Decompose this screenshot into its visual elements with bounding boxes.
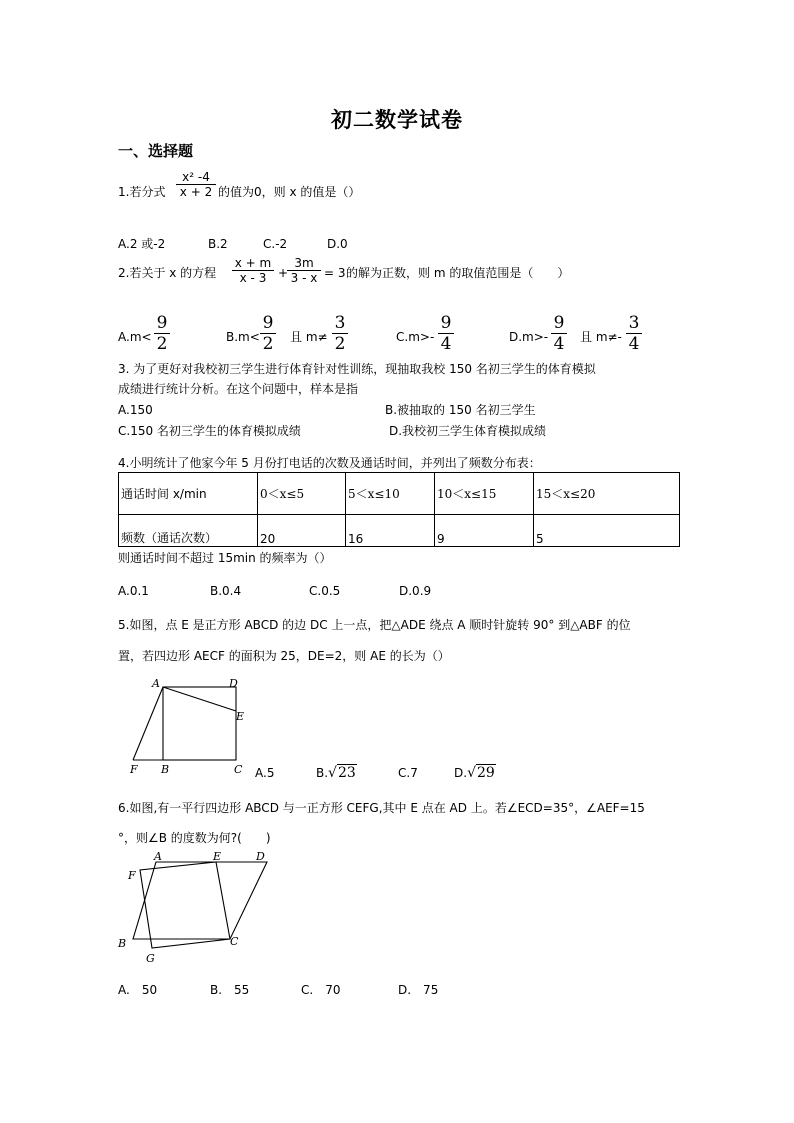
table-cell: 9 <box>435 515 534 547</box>
q2-option-a-num: 9 <box>156 313 168 333</box>
q2-option-d-fraction-2 <box>626 313 642 354</box>
table-row <box>119 515 680 547</box>
table-cell: 15＜x≤20 <box>534 473 680 515</box>
q5-label-e: E <box>236 710 245 723</box>
q6-label-c: C <box>230 935 239 948</box>
q2-option-c-num: 9 <box>440 313 452 333</box>
frequency-table <box>118 472 680 547</box>
q2-option-a-text: A.m< <box>118 330 152 344</box>
q2-option-b-den: 2 <box>262 334 274 354</box>
q5-option-c: C.7 <box>398 766 418 780</box>
q2-option-d-den2: 4 <box>628 334 640 354</box>
q4-question: 则通话时间不超过 15min 的频率为（） <box>118 551 332 565</box>
q3-option-a: A.150 <box>118 403 153 417</box>
q5-option-b-prefix: B. <box>316 766 329 780</box>
q2-option-b-num: 9 <box>262 313 274 333</box>
q5-option-d-radicand: 29 <box>476 765 495 781</box>
q5-option-b-radicand: 23 <box>337 765 356 781</box>
q6-parallelogram-diagram <box>116 848 276 968</box>
q6-option-d: D. 75 <box>398 983 439 997</box>
q5-line-1: 5.如图，点 E 是正方形 ABCD 的边 DC 上一点，把△ADE 绕点 A 顺时针旋转 90° 到△ABF 的位 <box>118 618 631 632</box>
q1-option-c: C.-2 <box>263 237 288 251</box>
q4-option-d: D.0.9 <box>399 584 432 598</box>
q4-intro: 4.小明统计了他家今年 5 月份打电话的次数及通话时间，并列出了频数分布表： <box>118 456 541 470</box>
q2-f1-denominator: x - 3 <box>239 271 267 285</box>
page-title: 初二数学试卷 <box>331 108 463 132</box>
q6-label-d: D <box>256 850 265 863</box>
q2-suffix: 的解为正数，则 m 的取值范围是（ ） <box>346 266 570 280</box>
q2-option-b-fraction-2 <box>332 313 348 354</box>
q2-option-b-den2: 2 <box>334 334 346 354</box>
q2-fraction-1 <box>232 256 274 285</box>
q2-fraction-2 <box>287 256 321 285</box>
q6-label-g: G <box>146 952 155 965</box>
q4-option-c: C.0.5 <box>309 584 341 598</box>
q2-option-d-fraction <box>551 313 567 354</box>
q6-label-b: B <box>118 937 127 950</box>
sqrt-symbol: √29 <box>467 765 495 781</box>
q2-f1-numerator: x + m <box>234 256 272 270</box>
q2-option-b-fraction <box>260 313 276 354</box>
q2-option-d-den: 4 <box>553 334 565 354</box>
q6-option-c: C. 70 <box>301 983 341 997</box>
q5-option-b <box>316 765 357 781</box>
q6-label-f: F <box>128 869 136 882</box>
q1-option-a: A.2 或-2 <box>118 237 166 251</box>
q2-option-d-num: 9 <box>553 313 565 333</box>
table-row <box>119 473 680 515</box>
q1-option-b: B.2 <box>208 237 228 251</box>
table-cell: 0＜x≤5 <box>258 473 346 515</box>
q2-option-c-fraction <box>438 313 454 354</box>
q3-line-2: 成绩进行统计分析。在这个问题中，样本是指 <box>118 382 359 396</box>
q5-label-b: B <box>161 763 170 776</box>
sqrt-symbol: √23 <box>328 765 356 781</box>
table-cell: 20 <box>258 515 346 547</box>
q5-option-d-prefix: D. <box>454 766 468 780</box>
q2-option-b-num2: 3 <box>334 313 346 333</box>
q5-label-a: A <box>152 677 160 690</box>
q5-line-2: 置，若四边形 AECF 的面积为 25，DE=2，则 AE 的长为（） <box>118 649 450 663</box>
q2-option-d-text: D.m>- <box>509 330 549 344</box>
q4-option-a: A.0.1 <box>118 584 149 598</box>
q3-option-d: D.我校初三学生体育模拟成绩 <box>389 424 547 438</box>
q5-label-d: D <box>229 677 238 690</box>
q2-option-d-num2: 3 <box>628 313 640 333</box>
table-cell: 5＜x≤10 <box>346 473 435 515</box>
q6-label-e: E <box>213 850 222 863</box>
q3-option-c: C.150 名初三学生的体育模拟成绩 <box>118 424 301 438</box>
table-cell: 通话时间 x/min <box>119 473 258 515</box>
q5-label-c: C <box>234 763 243 776</box>
q6-option-a: A. 50 <box>118 983 158 997</box>
q3-option-b: B.被抽取的 150 名初三学生 <box>385 403 536 417</box>
table-cell: 10＜x≤15 <box>435 473 534 515</box>
q6-label-a: A <box>154 850 162 863</box>
q6-line-1: 6.如图,有一平行四边形 ABCD 与一正方形 CEFG,其中 E 点在 AD 上。若∠ECD=35°，∠AEF=15 <box>118 801 645 815</box>
q2-option-b-mid: 且 m≠ <box>290 330 328 344</box>
q6-line-2: °，则∠B 的度数为何?( ) <box>118 831 271 845</box>
q1-fraction <box>176 170 216 199</box>
table-cell: 频数（通话次数） <box>119 515 258 547</box>
section-heading: 一、选择题 <box>118 142 194 160</box>
q5-option-d <box>454 765 496 781</box>
table-cell: 5 <box>534 515 680 547</box>
q2-option-a-fraction <box>154 313 170 354</box>
q3-line-1: 3. 为了更好对我校初三学生进行体育针对性训练，现抽取我校 150 名初三学生的体育模拟 <box>118 362 596 376</box>
q2-f2-denominator: 3 - x <box>290 271 318 285</box>
q2-option-a-den: 2 <box>156 334 168 354</box>
q5-square-diagram <box>128 678 268 778</box>
q2-option-c-text: C.m>- <box>396 330 435 344</box>
table-cell: 16 <box>346 515 435 547</box>
q1-suffix: 的值为0，则 x 的值是（） <box>218 185 361 199</box>
q2-option-b-text: B.m< <box>226 330 260 344</box>
q5-option-a: A.5 <box>255 766 275 780</box>
q2-option-c-den: 4 <box>440 334 452 354</box>
q1-prefix: 1.若分式 <box>118 185 166 199</box>
q4-option-b: B.0.4 <box>210 584 242 598</box>
q1-option-d: D.0 <box>327 237 348 251</box>
q5-label-f: F <box>130 763 138 776</box>
q2-f2-numerator: 3m <box>294 256 314 270</box>
q1-numerator: x² -4 <box>182 170 210 184</box>
q2-equals: = 3 <box>324 266 346 280</box>
q2-prefix: 2.若关于 x 的方程 <box>118 266 217 280</box>
q2-option-d-mid: 且 m≠- <box>580 330 622 344</box>
q6-option-b: B. 55 <box>210 983 250 997</box>
q1-denominator: x + 2 <box>179 185 213 199</box>
q2-plus: + <box>278 266 289 280</box>
